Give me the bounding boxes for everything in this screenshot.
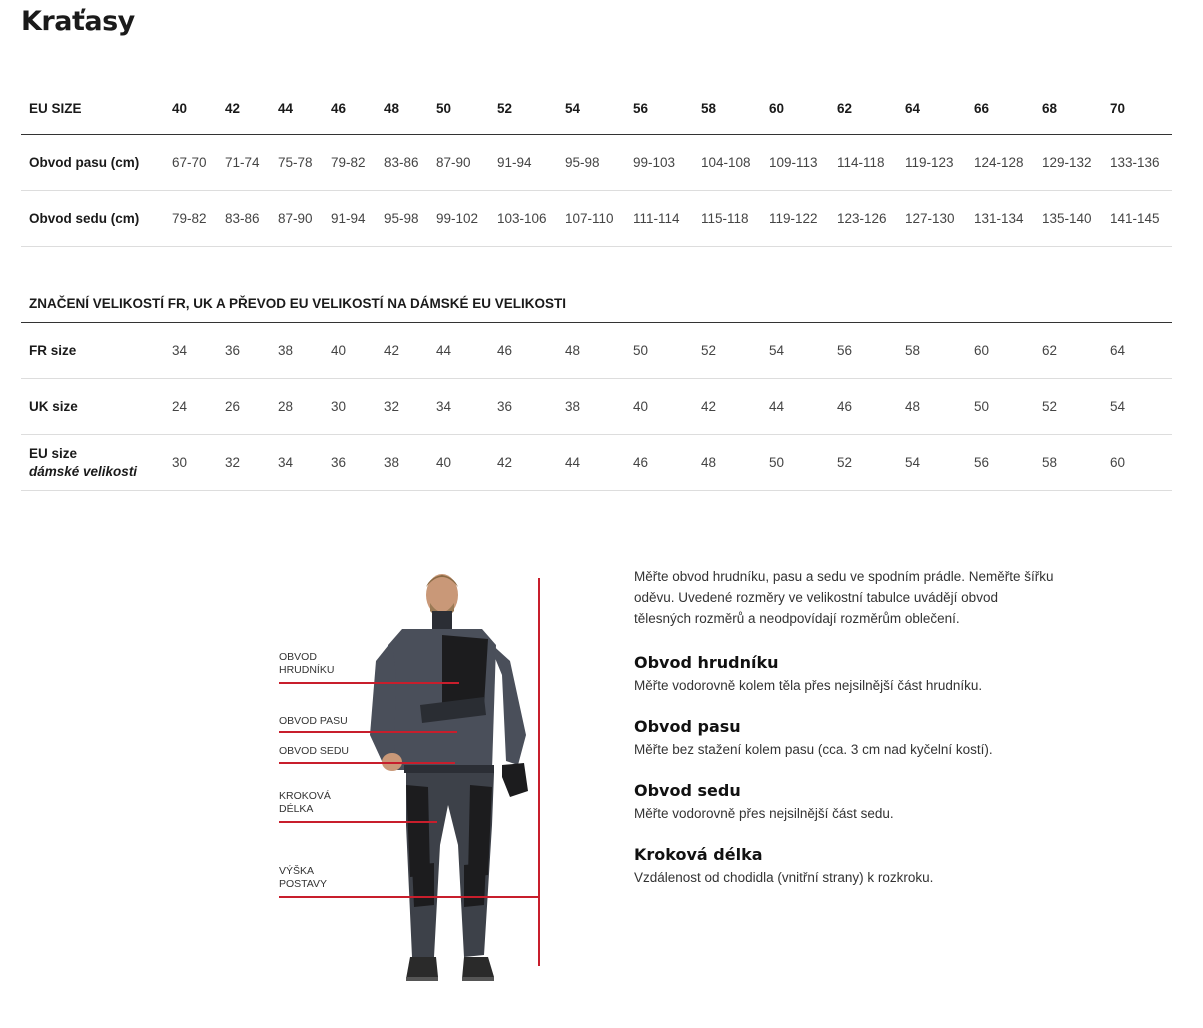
table-cell: 44 [769,398,785,414]
chest-measure-line [279,682,459,684]
table-cell: 54 [905,454,921,470]
height-pointer-line [279,896,539,898]
table-cell: 71-74 [225,154,260,170]
table-cell: 79-82 [172,210,207,226]
height-measure-line [538,578,540,966]
table-cell: 79-82 [331,154,366,170]
size-conversion-table [21,286,1172,491]
size-header: 48 [376,84,428,134]
table-cell: 119-122 [769,210,818,226]
size-header: 66 [966,84,1034,134]
table-cell: 32 [225,454,241,470]
measurement-instructions [634,566,1054,885]
table-cell: 52 [701,342,717,358]
seat-label: OBVOD SEDU [279,745,350,757]
table-cell: 44 [565,454,581,470]
table-cell: 87-90 [278,210,313,226]
size-header: 60 [761,84,829,134]
conversion-heading: ZNAČENÍ VELIKOSTÍ FR, UK A PŘEVOD EU VELIKOSTÍ NA DÁMSKÉ EU VELIKOSTI [21,286,1172,322]
table-cell: 83-86 [225,210,260,226]
height-label: VÝŠKA POSTAVY [279,865,328,890]
table-row [21,190,1172,246]
table-cell: 123-126 [837,210,887,226]
table-row [21,322,1172,378]
table-cell: 34 [172,342,188,358]
table-cell: 30 [331,398,347,414]
size-header: 54 [557,84,625,134]
row-label-sub: dámské velikosti [29,463,138,479]
table-cell: 46 [497,342,513,358]
section-inseam [634,845,1054,885]
row-label-main: EU size [29,445,78,461]
table-cell: 119-123 [905,154,954,170]
table-cell: 38 [565,398,581,414]
table-cell: 48 [905,398,921,414]
table-cell: 40 [633,398,649,414]
conversion-header-row [21,286,1172,322]
waist-label: OBVOD PASU [279,715,348,727]
table-cell: 44 [436,342,452,358]
table-cell: 109-113 [769,154,818,170]
table-cell: 46 [633,454,649,470]
table-cell: 42 [701,398,717,414]
section-text: Měřte vodorovně přes nejsilnější část sedu. [634,806,894,821]
size-header: 68 [1034,84,1102,134]
table-cell: 129-132 [1042,154,1092,170]
eu-size-header-label: EU SIZE [21,84,164,134]
table-cell: 36 [497,398,513,414]
table-cell: 52 [837,454,853,470]
table-cell: 75-78 [278,154,313,170]
table-row [21,134,1172,190]
table-cell: 67-70 [172,154,207,170]
table-cell: 52 [1042,398,1058,414]
table-cell: 50 [633,342,649,358]
table-cell: 99-102 [436,210,479,226]
table-cell: 133-136 [1110,154,1160,170]
table-cell: 111-114 [633,210,680,226]
table-cell: 48 [701,454,717,470]
size-header: 58 [693,84,761,134]
table-cell: 36 [331,454,347,470]
size-header: 62 [829,84,897,134]
table-row [21,434,1172,490]
table-cell: 30 [172,454,188,470]
intro-text: Měřte obvod hrudníku, pasu a sedu ve spodním prádle. Neměřte šířku oděvu. Uvedené rozměry ve velikostní tabulce uvádějí obvod tělesných rozměrů a neodpovídají rozměrům oblečení. [634,569,1054,626]
table-cell: 91-94 [497,154,532,170]
table-cell: 99-103 [633,154,676,170]
table-cell: 107-110 [565,210,614,226]
table-cell: 42 [384,342,400,358]
table-cell: 60 [974,342,990,358]
table-cell: 54 [769,342,785,358]
table-cell: 60 [1110,454,1126,470]
table-cell: 50 [769,454,785,470]
section-title: Obvod pasu [634,717,741,736]
table-cell: 42 [497,454,513,470]
measurement-figure [270,565,560,990]
table-cell: 87-90 [436,154,471,170]
table-cell: 54 [1110,398,1126,414]
table-cell: 38 [278,342,294,358]
size-header: 40 [164,84,217,134]
seat-measure-line [279,762,455,764]
size-header: 70 [1102,84,1172,134]
table-cell: 135-140 [1042,210,1092,226]
section-title: Obvod hrudníku [634,653,779,672]
table-cell: 114-118 [837,154,885,170]
chest-label: OBVOD HRUDNÍKU [279,651,335,676]
table-cell: 56 [837,342,853,358]
table-cell: 32 [384,398,400,414]
table-cell: 48 [565,342,581,358]
table-cell: 56 [974,454,990,470]
table-cell: 95-98 [384,210,419,226]
table-row [21,378,1172,434]
table-cell: 36 [225,342,241,358]
section-text: Měřte vodorovně kolem těla přes nejsilnější část hrudníku. [634,678,983,693]
section-title: Kroková délka [634,845,763,864]
size-header: 42 [217,84,270,134]
waist-measure-line [279,731,457,733]
size-header: 50 [428,84,489,134]
page-title: Kraťasy [21,6,135,37]
row-label: Obvod sedu (cm) [29,210,140,226]
inseam-label: KROKOVÁ DÉLKA [279,790,331,815]
table-cell: 95-98 [565,154,600,170]
table-cell: 46 [837,398,853,414]
table-cell: 26 [225,398,241,414]
table-cell: 115-118 [701,210,749,226]
inseam-measure-line [279,821,437,823]
table-cell: 104-108 [701,154,751,170]
table-cell: 38 [384,454,400,470]
table-cell: 58 [1042,454,1058,470]
model-illustration [270,565,560,990]
section-text: Vzdálenost od chodidla (vnitřní strany) k rozkroku. [634,870,934,885]
size-header: 56 [625,84,693,134]
eu-size-table [21,84,1172,247]
size-header: 46 [323,84,376,134]
section-text: Měřte bez stažení kolem pasu (cca. 3 cm nad kyčelní kostí). [634,742,993,757]
table-cell: 24 [172,398,188,414]
table-cell: 34 [278,454,294,470]
section-waist [634,717,1054,757]
table-cell: 91-94 [331,210,366,226]
eu-size-header-row [21,84,1172,134]
table-cell: 34 [436,398,452,414]
table-cell: 131-134 [974,210,1024,226]
table-cell: 103-106 [497,210,547,226]
size-header: 52 [489,84,557,134]
table-cell: 127-130 [905,210,955,226]
table-cell: 83-86 [384,154,419,170]
table-cell: 58 [905,342,921,358]
row-label: Obvod pasu (cm) [29,154,140,170]
table-cell: 50 [974,398,990,414]
row-label: FR size [29,342,77,358]
table-cell: 62 [1042,342,1058,358]
table-cell: 124-128 [974,154,1024,170]
section-title: Obvod sedu [634,781,741,800]
size-header: 64 [897,84,966,134]
row-label [21,434,164,490]
table-cell: 40 [331,342,347,358]
size-header: 44 [270,84,323,134]
section-seat [634,781,1054,821]
table-cell: 28 [278,398,294,414]
table-cell: 64 [1110,342,1126,358]
section-chest [634,653,1054,693]
table-cell: 141-145 [1110,210,1160,226]
table-cell: 40 [436,454,452,470]
row-label: UK size [29,398,78,414]
